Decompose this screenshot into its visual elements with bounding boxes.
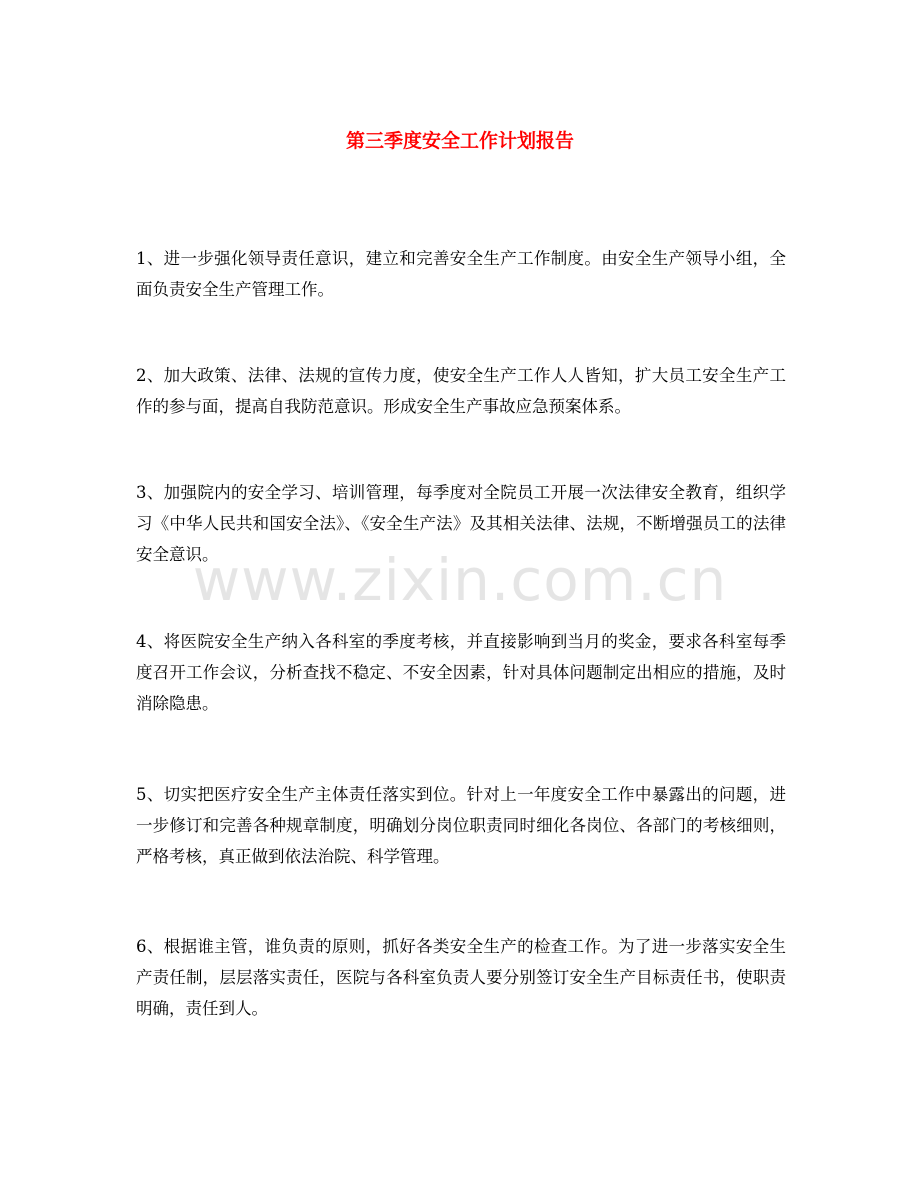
paragraph-5: 5、切实把医疗安全生产主体责任落实到位。针对上一年度安全工作中暴露出的问题，进一步修订和完善各种规章制度，明确划分岗位职责同时细化各岗位、各部门的考核细则，严格考核，真正做到依法治院、科学管理。 xyxy=(136,785,786,866)
document-title: 第三季度安全工作计划报告 xyxy=(345,130,574,152)
paragraph-4: 4、将医院安全生产纳入各科室的季度考核，并直接影响到当月的奖金，要求各科室每季度召开工作会议，分析查找不稳定、不安全因素，针对具体问题制定出相应的措施，及时消除隐患。 xyxy=(136,632,786,713)
paragraph-2: 2、加大政策、法律、法规的宣传力度，使安全生产工作人人皆知，扩大员工安全生产工作的参与面，提高自我防范意识。形成安全生产事故应急预案体系。 xyxy=(136,366,786,416)
watermark: www.zixin.com.cn xyxy=(192,546,728,614)
paragraph-3: 3、加强院内的安全学习、培训管理，每季度对全院员工开展一次法律安全教育，组织学习《中华人民共和国安全法》、《安全生产法》及其相关法律、法规，不断增强员工的法律安全意识。 xyxy=(136,483,786,564)
paragraph-6: 6、根据谁主管，谁负责的原则，抓好各类安全生产的检查工作。为了进一步落实安全生产责任制，层层落实责任，医院与各科室负责人要分别签订安全生产目标责任书，使职责明确，责任到人。 xyxy=(136,937,786,1018)
paragraph-1: 1、进一步强化领导责任意识，建立和完善安全生产工作制度。由安全生产领导小组，全面负责安全生产管理工作。 xyxy=(136,249,786,299)
